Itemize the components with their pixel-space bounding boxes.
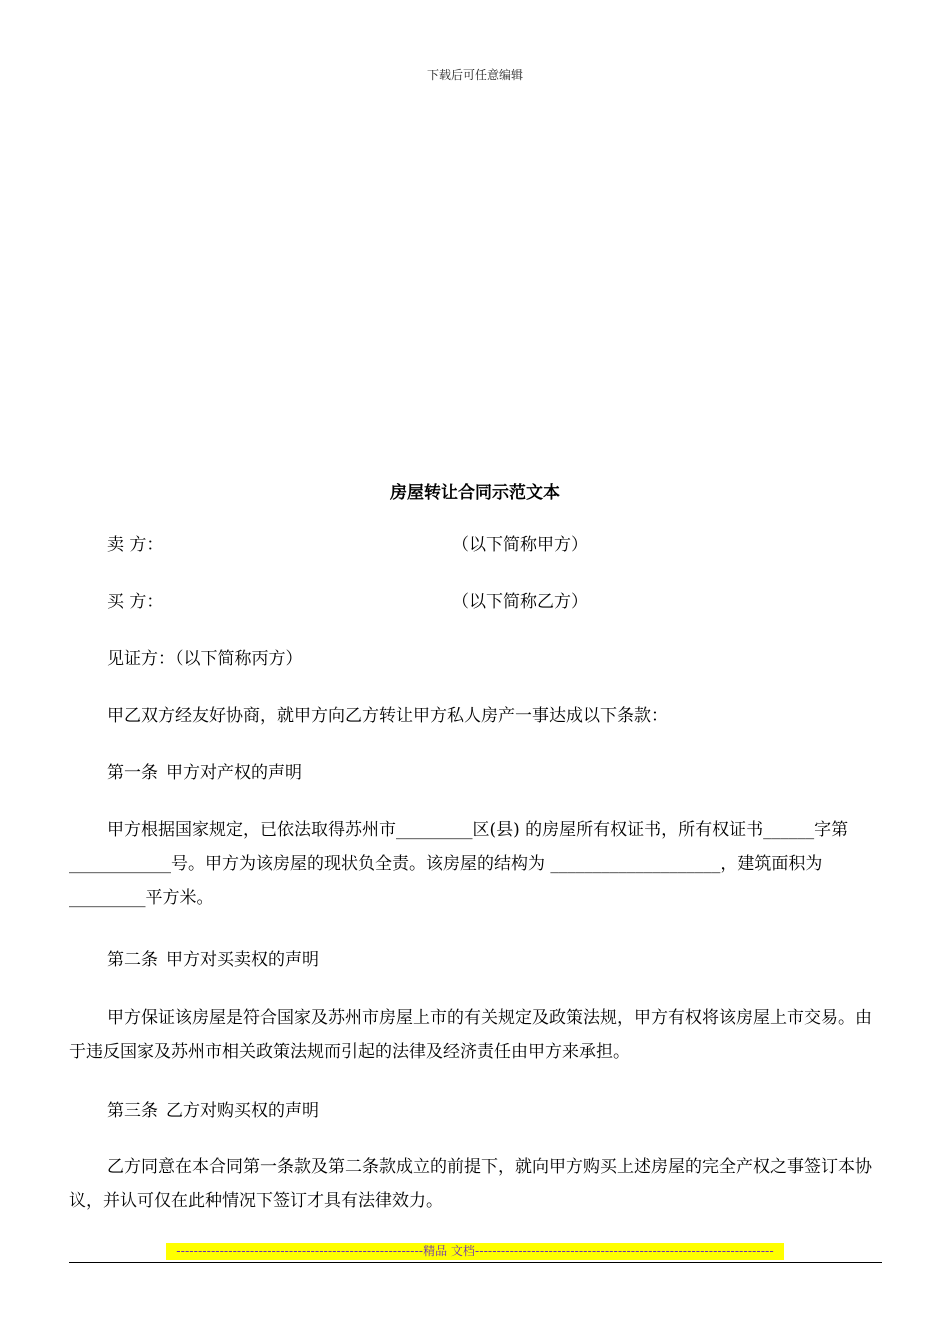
- article-2-title: 甲方对买卖权的声明: [166, 950, 319, 970]
- article-1-body: 甲方根据国家规定，已依法取得苏州市_________区(县) 的房屋所有权证书，所有权证书______字第____________号。甲方为该房屋的现状负全责。该房屋的结构为 ____________________，建筑面积为_________平方米。: [69, 820, 849, 908]
- witness-line: 见证方：（以下简称丙方）: [107, 649, 303, 669]
- buyer-alias: （以下简称乙方）: [452, 592, 588, 612]
- intro-paragraph: 甲乙双方经友好协商，就甲方向乙方转让甲方私人房产一事达成以下条款：: [107, 706, 668, 726]
- article-3-title: 乙方对购买权的声明: [166, 1101, 319, 1121]
- buyer-label: 买 方：: [107, 592, 164, 612]
- document-title: 房屋转让合同示范文本: [390, 483, 560, 503]
- article-2-body: 甲方保证该房屋是符合国家及苏州市房屋上市的有关规定及政策法规，甲方有权将该房屋上市交易。由于违反国家及苏州市相关政策法规而引起的法律及经济责任由甲方来承担。: [69, 1008, 872, 1062]
- seller-alias: （以下简称甲方）: [452, 535, 588, 555]
- seller-label: 卖 方：: [107, 535, 164, 555]
- article-3-heading: [107, 1101, 319, 1121]
- article-2-number: 第二条: [107, 950, 158, 970]
- header-note: 下载后可任意编辑: [426, 68, 523, 82]
- article-1-title: 甲方对产权的声明: [166, 763, 302, 783]
- article-3-body: 乙方同意在本合同第一条款及第二条款成立的前提下，就向甲方购买上述房屋的完全产权之事签订本协议，并认可仅在此种情况下签订才具有法律效力。: [69, 1157, 872, 1211]
- article-1-number: 第一条: [107, 763, 158, 783]
- article-2-heading: [107, 950, 319, 970]
- footer-rule: [69, 1262, 882, 1263]
- buyer-line: [107, 592, 163, 612]
- article-1-heading: [107, 763, 302, 783]
- footer-banner: ---------------------------------------------------------精品 文档---------------------------------------------------------------------: [166, 1243, 784, 1260]
- article-3-number: 第三条: [107, 1101, 158, 1121]
- seller-line: [107, 535, 163, 555]
